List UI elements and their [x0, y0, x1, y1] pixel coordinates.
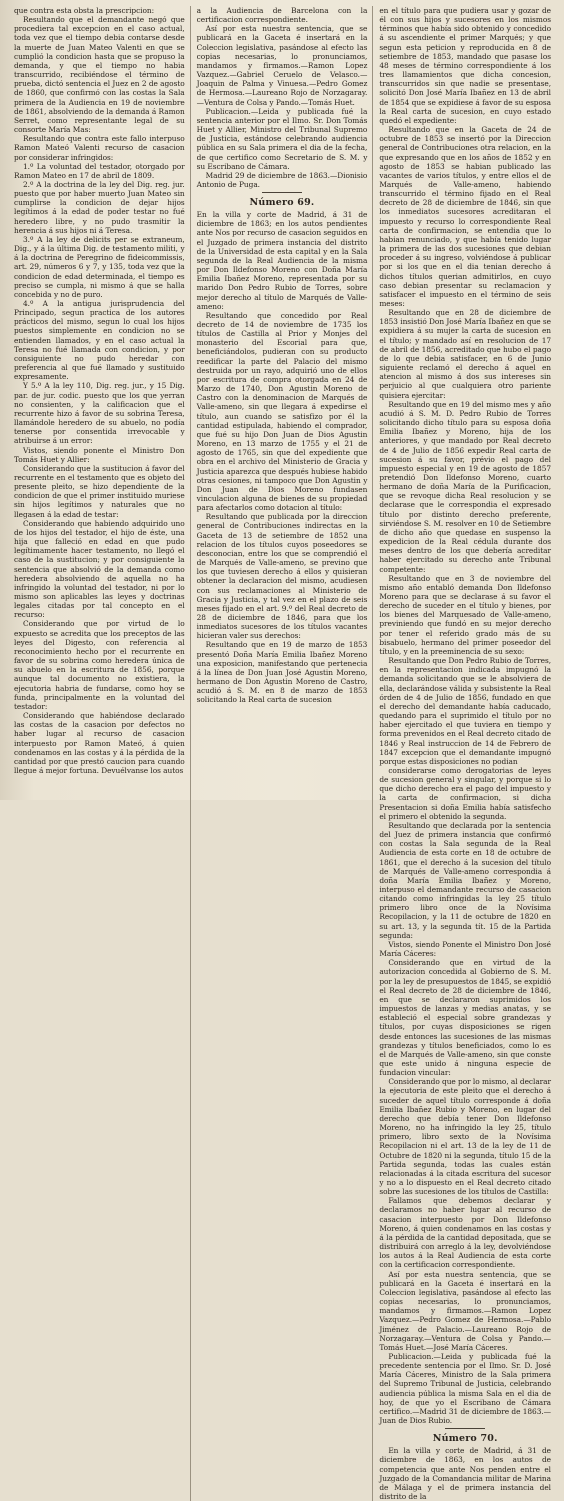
paragraph: Vistos, siendo ponente el Ministro Don Tomás Huet y Allier:: [14, 445, 185, 464]
paragraph: Resultando que declarada por la sentencia del Juez de primera instancia que confirmó con costas la Sala segunda de la Real Audiencia de esta corte en 18 de octubre de 1861, que el derecho á la sucesion del título de Marqués de Valle-ameno correspondia á doña María Emilia Ibañez y Moreno, interpuso el demandante recurso de casacion citando como infringidas la ley 25 título primero libro once de la Novísima Recopilacion, y la 11 de octubre de 1820 en su art. 13, y la segunda tít. 15 de la Partida segunda:: [379, 820, 551, 940]
section-divider: [262, 192, 302, 193]
paragraph: En la villa y corte de Madrid, á 31 de diciembre de 1863; en los autos pendientes ante Nos por recurso de casacion seguidos en el Juzgado de primera instancia del distrito de la Universidad de esta capital y en la Sala segunda de la Real Audiencia de la misma por Don Ildefonso Moreno con Doña María Emilia Ibañez Moreno, representada por su marido Don Pedro Rubio de Torres, sobre mejor derecho al título de Marqués de Valle-ameno:: [196, 210, 368, 311]
section-divider: [445, 1428, 485, 1429]
paragraph: Resultando que en 19 del mismo mes y año acudió á S. M. D. Pedro Rubio de Torres solicitando dicho título para su esposa doña Emilia Ibañez y Moreno, hija de los anteriores, y que mandado por Real decreto de 4 de Julio de 1856 expedir Real carta de sucesion á su favor, prévio el pago del impuesto especial y en 19 de agosto de 1857 pretendió Don Ildefonso Moreno, cuarto hermano de doña María de la Purificacion, que se revoque dicha Real resolucion y se declarase que le correspondia el expresado título por distinto derecho preferente, sirviéndose S. M. resolver en 10 de Setiembre de dicho año que quedase en suspenso la expedicion de la Real cédula durante dos meses dentro de los que debería acreditar haber ejercitado su derecho ante Tribunal competente:: [379, 399, 551, 574]
paragraph: considerarse como derogatorias de leyes de sucesion general y singular, y porque si lo que dicho derecho era el pago del impuesto y la carta de confirmacion, si dicha Presentacion si doña Emilia había satisfecho el primero el obtenido la segunda.: [379, 765, 551, 821]
section-heading-69: Número 69.: [249, 197, 315, 209]
column-3: [379, 6, 556, 1501]
paragraph: Considerando que habiendo adquirido uno de los hijos del testador, el hijo de éste, una hija que falleció en edad en que pudo legítimamente hacer testamento, no llegó el caso de la sustitucion; y por consiguiente la sentencia que absolvió de la demanda como heredera absolviendo de aquella no ha infringido la voluntad del testador, ni por lo mismo son aplicables las leyes y doctrinas legales citadas por tal concepto en el recurso:: [14, 518, 185, 620]
section-heading-70: Número 70.: [432, 1433, 498, 1445]
paragraph: 4.º A la antigua jurisprudencia del Principado, segun practica de los autores prácticos del mismo, segun lo cual los hijos puestos simplemente en condicion no se entienden llamados, y en el caso actual la Teresa no fué llamada con condicion, y por consiguiente no pudo heredar con preferencia al que fué llamado y sustituido expresamente.: [14, 299, 185, 382]
paragraph: Resultando que concedido por Real decreto de 14 de noviembre de 1735 los títulos de Castilla al Prior y Monjes del monasterio del Escorial para que, beneficiándolos, pudieran con su producto reedificar la parte del Palacio del mismo destruida por un rayo, adquirió uno de ellos por escritura de compra otorgada en 24 de Marzo de 1740, Don Agustin Moreno de Castro con la denominacion de Marqués de Valle-ameno, sin que llegara á expedirse el título, aun cuando se satisfizo por él la cantidad estipulada, habiendo el comprador, que fué su hijo Don Juan de Dios Agustin Moreno, en 13 marzo de 1755 y el 21 de agosto de 1765, sin que del expediente que obra en el archivo del Ministerio de Gracia y Justicia aparezca que después hubiese habido otras cesiones, ni tampoco que Don Agustin y Don Juan de Dios Moreno fundasen vinculacion alguna de bienes de su propiedad para afectarlos como dotacion al título:: [196, 310, 368, 513]
paragraph: Publicacion.—Leida y publicada fué la sentencia anterior por el Ilmo. Sr. Don Tomás Huet y Allier, Ministro del Tribunal Supremo de Justicia, estándose celebrando audiencia pública en su Sala primera el dia de la fecha, de que certifico como Secretario de S. M. y su Escribano de Cámara.: [196, 106, 368, 171]
paragraph: Considerando que habiéndose declarado las costas de la casacion por defectos no haber lugar al recurso de casacion interpuesto por Ramon Mateó, á quien condenamos en las costas y á la pérdida de la cantidad por que prestó caucion para cuando llegue á mejor fortuna. Devuélvanse los autos: [14, 711, 185, 775]
column-2-text: [197, 6, 368, 189]
paragraph: Resultando que contra este fallo interpuso Ramon Mateó Valenti recurso de casacion por considerar infringidos:: [14, 134, 185, 162]
column-2-body: [197, 210, 368, 704]
paragraph: Resultando que Don Pedro Rubio de Torres, en la representacion indicada impugnó la demanda solicitando que se le absolviera de ella, declarándose válida y subsistente la Real órden de 4 de Julio de 1856, fundado en que el derecho del demandante había caducado, quedando para el suprimido el título por no haber ejercitado el que tuviera en tiempo y forma prevenidos en el Real decreto citado de 1846 y Real instruccion de 14 de Febrero de 1847 excepcion que el demandante impugnó porque estas disposiciones no podian: [379, 656, 551, 766]
paragraph: a la Audiencia de Barcelona con la certificacion correspondiente.: [196, 6, 368, 25]
text-columns: [14, 6, 556, 1501]
paragraph: Así por esta nuestra sentencia, que se publicará en la Gaceta é insertará en la Coleccion legislativa, pasándose al efecto las copias necesarias, lo pronunciamos, mandamos y firmamos.—Ramon Lopez Vazquez.—Gabriel Ceruelo de Velasco.—Joaquin de Palma y Vinuesa.—Pedro Gomez de Hermosa.—Laureano Rojo de Norzagaray.—Ventura de Colsa y Pando.—Tomás Huet.: [196, 24, 368, 107]
paragraph: 2.º A la doctrina de la ley del Dig. reg. jur. puesto que por haber muerto Juan Mateo sin cumplirse la condicion de dejar hijos legítimos á la edad de poder testar no fué heredero libre, y no pudo trasmitir la herencia á sus hijos ni á Teresa.: [14, 179, 185, 235]
paragraph: Publicacion.—Leida y publicada fué la precedente sentencia por el Ilmo. Sr. D. José María Cáceres, Ministro de la Sala primera del Supremo Tribunal de Justicia, celebrando audiencia pública la misma Sala en el dia de hoy, de que yo el Escribano de Cámara certifico.—Madrid 31 de diciembre de 1863.—Juan de Dios Rubio.: [379, 1351, 551, 1426]
paragraph: Considerando que por lo mismo, al declarar la ejecutoria de este pleito que el derecho á suceder de aquel título corresponde á doña Emilia Ibañez Rubio y Moreno, en lugar del derecho que debía tener Don Ildefonso Moreno, no ha infringido la ley 25, título primero, libro sexto de la Novísima Recopilacion ni el art. 13 de la ley de 11 de Octubre de 1820 ni la segunda, título 15 de la Partida segunda, todas las cuales están relacionadas á la citada escritura del sucesor y no a lo dispuesto en el Real decreto citado sobre las sucesiones de los títulos de Castilla:: [379, 1077, 551, 1197]
paragraph: Considerando que la sustitucion á favor del recurrente en el testamento que es objeto del presente pleito, se hizo dependiente de la condicion de que el primer instituido muriese sin hijos legítimos y naturales que no llegasen á la edad de testar:: [14, 463, 185, 519]
paragraph: Así por esta nuestra sentencia, que se publicará en la Gaceta é insertará en la Coleccion legislativa, pasándose al efecto las copias necesarias, lo pronunciamos, mandamos y firmamos.—Ramon Lopez Vazquez.—Pedro Gomez de Hermosa.—Pablo Jiménez de Palacio.—Laureano Rojo de Norzagaray.—Ventura de Colsa y Pando.—Tomás Huet.—José María Cáceres.: [379, 1269, 551, 1352]
paragraph: En la villa y corte de Madrid, á 31 de diciembre de 1863, en los autos de competencia que ante Nos penden entre el Juzgado de la Comandancia militar de Marina de Málaga y el de primera instancia del distrito de la: [379, 1446, 551, 1501]
paragraph: Considerando que por virtud de lo expuesto se acredita que los preceptos de las leyes del Digesto, con referencia al reconocimiento hecho por el recurrente en favor de su sobrina como heredera única de su abuelo en la escritura de 1856, porque aunque tal documento no existiera, la ejecutoria habria de fundarse, como hoy se funda, principalmente en la voluntad del testador:: [14, 619, 185, 711]
paragraph: Considerando que en virtud de la autorizacion concedida al Gobierno de S. M. por la ley de presupuestos de 1845, se expidió el Real decreto de 28 de diciembre de 1846, en que se declararon suprimidos los impuestos de lanzas y medias anatas, y se estableció el especial sobre grandezas y títulos, por cuyas disposiciones se rigen desde entonces las sucesiones de las mismas grandezas y títulos beneficiados, como lo es el de Marqués de Valle-ameno, sin que conste que este unido á ninguna especie de fundacion vincular:: [379, 958, 551, 1078]
paragraph: Resultando que el demandante negó que procediera tal excepcion en el caso actual, toda vez que el tiempo debia contarse desde la muerte de Juan Mateo Valenti en que se cumplió la condicion hasta que se propuso la demanda, y que el tiempo no habia transcurrido, recibiéndose el término de prueba, dictó sentencia el Juez en 2 de agosto de 1860, que confirmó con las costas la Sala primera de la Audiencia en 19 de noviembre de 1861, absolviendo de la demanda á Ramon Serret, como representante legal de su consorte María Mas:: [14, 15, 185, 135]
paragraph: Vistos, siendo Ponente el Ministro Don José María Cáceres:: [379, 939, 551, 959]
paragraph: 1.º La voluntad del testador, otorgado por Ramon Mateo en 17 de abril de 1809.: [14, 161, 185, 180]
column-1: [14, 6, 191, 1501]
paragraph: Resultando que en la Gaceta de 24 de octubre de 1853 se insertó por la Direccion general de Contribuciones otra relacion, en la que expresando que en los años de 1852 y en agosto de 1853 se habian publicado las vacantes de varios títulos, y entre ellos el de Marqués de Valle-ameno, habiendo transcurrido el término fijado en el Real decreto de 28 de diciembre de 1846, sin que los inmediatos sucesores acreditaran el impuesto y recurso lo correspondiente Real carta de confirmacion, se entendia que lo habian renunciado, y que había tenido lugar la primera de las dos sucesiones que debian proceder á su ingreso, volviéndose á publicar por si los que en el dia tenian derecho á dichos títulos querian admitirlos, en cuyo caso debian presentar su reclamacion y satisfacer el impuesto en el término de seis meses:: [379, 125, 551, 308]
paragraph: Resultando que en 19 de marzo de 1853 presentó Doña María Emilia Ibañez Moreno una exposicion, manifestando que pertenecia á la línea de Don Juan José Agustin Moreno, hermano de Don Agustin Moreno de Castro, acudió á S. M. en 8 de marzo de 1853 solicitando la Real carta de sucesion: [196, 640, 368, 705]
paragraph: Resultando que en 28 de diciembre de 1853 insistió Don José María Ibañez en que se expidiera á su mujer la carta de sucesion en el título; y mandado así en resolucion de 17 de abril de 1856, acreditado que hubo el pago de lo que debia satisfacer, en 6 de Junio siguiente reclamó el derecho á aquel en atencion al mismo á dos sus intereses sin perjuicio al que cualquiera otro pariente quisiera ejercitar:: [379, 308, 551, 400]
paragraph: Y 5.º A la ley 110, Dig. reg. jur., y 15 Dig. par. de jur. codic. puesto que los que yerran no consienten, y la calificacion que el recurrente hizo á favor de su sobrina Teresa, llamándole heredero de su abuelo, no podía tenerse por consentida irrevocable y atribuirse á un error:: [14, 381, 185, 446]
paragraph: 3.º A la ley de delicits per se extraneum, Dig., y á la última Dig. de testamento militi, y á la doctrina de Peregrino de fideicommissis, art. 29, números 6 y 7, y 135, toda vez que la condicion de edad determinada, el tiempo es preciso se cumpla, ni mismo á que se halla concebida y no de puro.: [14, 234, 185, 299]
paragraph: Fallamos que debemos declarar y declaramos no haber lugar al recurso de casacion interpuesto por Don Ildefonso Moreno, á quien condenamos en las costas y á la pérdida de la cantidad depositada, que se distribuirá con arreglo á la ley, devolviéndose los autos á la Real Audiencia de esta corte con la certificacion correspondiente.: [379, 1196, 551, 1270]
column-1-text: [14, 6, 185, 775]
paragraph: Resultando que publicada por la direccion general de Contribuciones indirectas en la Gaceta de 13 de setiembre de 1852 una relacion de los títulos cuyos poseedores se desconocian, entre los que se comprendió el de Marqués de Valle-ameno, se previno que los que tuviesen derecho á ellos y quisieran obtener la declaracion del mismo, acudiesen con sus reclamaciones al Ministerio de Gracia y Justicia, y tal vez en el plazo de seis meses fijado en el art. 9.º del Real decreto de 28 de diciembre de 1846, para que los inmediatos sucesores de los títulos vacantes hicieran valer sus derechos:: [196, 512, 368, 641]
paragraph: en el título para que pudiera usar y gozar de él con sus hijos y sucesores en los mismos términos que había sido obtenido y concedido á su ascendiente el primer Marqués; y que segun esta peticion y reproducida en 8 de setiembre de 1853, mandado que pasase los 48 meses de término correspondiente á los tres llamamientos que dicha concesion, transcurridos sin que nadie se presentase, solicitó Don José María Ibañez en 13 de abril de 1854 que se expidiese á favor de su esposa la Real carta de sucesion, en cuyo estado quedó el expediente:: [379, 6, 551, 125]
paragraph: Resultando que en 3 de noviembre del mismo año entabló demanda Don Ildefonso Moreno para que se declarase á su favor el derecho de suceder en el título y bienes, por los bienes del Marquesado de Valle-ameno, previniendo que fundó en su mejor derecho por tener el referido grado más de su bisabuelo, hermano del primer poseedor del título, y en la preeminencia de su sexo:: [379, 573, 551, 656]
paragraph: que contra esta obsta la prescripcion:: [14, 6, 155, 15]
paragraph: Madrid 29 de diciembre de 1863.—Dionisio Antonio de Puga.: [196, 170, 368, 189]
column-3-text: [379, 6, 551, 1425]
column-2: [197, 6, 374, 1501]
